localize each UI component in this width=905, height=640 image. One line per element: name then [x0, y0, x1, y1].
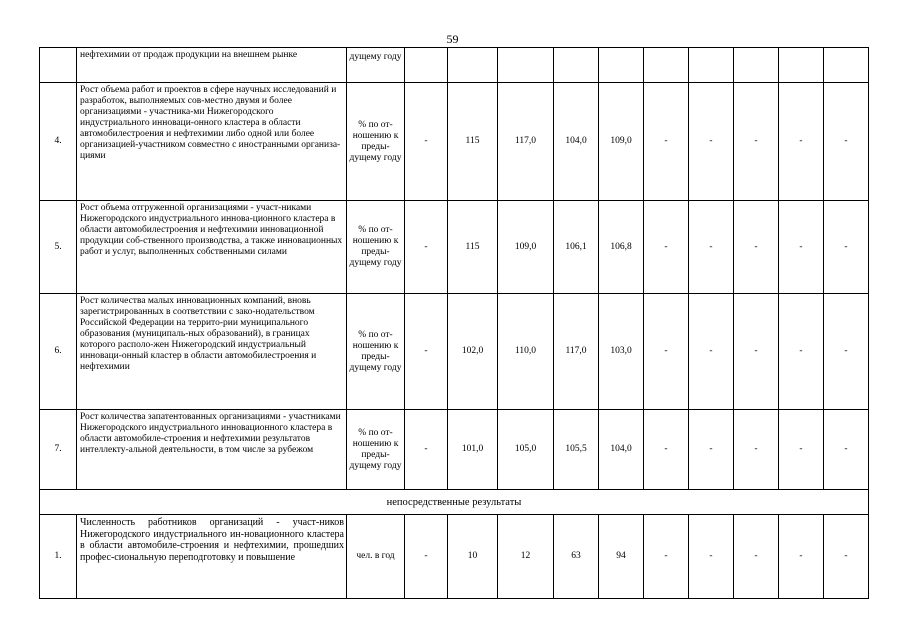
- value-cell: -: [779, 83, 824, 201]
- table-row: [40, 294, 869, 410]
- page-number: 59: [446, 32, 459, 46]
- value-cell: -: [644, 83, 689, 201]
- indicators-table: [39, 47, 869, 599]
- table-row: [40, 515, 869, 599]
- table-row: [40, 83, 869, 201]
- row-number: 1.: [40, 515, 77, 599]
- value-cell: -: [644, 201, 689, 294]
- value-cell: 109,0: [599, 83, 644, 201]
- value-cell: -: [824, 294, 869, 410]
- value-cell: [734, 48, 779, 83]
- indicator-description: Рост количества запатентованных организациями - участниками Нижегородского индустриального инновационного кластера в области автомобиле-строения и нефтехимии результатов интеллекту-альной деятельности, в том числе за рубежом: [77, 410, 347, 490]
- value-cell: 106,1: [554, 201, 599, 294]
- section-header-row: [40, 490, 869, 515]
- value-cell: [599, 48, 644, 83]
- value-cell: -: [689, 83, 734, 201]
- row-number: 6.: [40, 294, 77, 410]
- row-number: 7.: [40, 410, 77, 490]
- value-cell: -: [689, 515, 734, 599]
- value-cell: -: [734, 515, 779, 599]
- value-cell: 63: [554, 515, 599, 599]
- value-cell: [644, 48, 689, 83]
- unit-of-measure: % по от-ношению к преды-дущему году: [347, 410, 405, 490]
- value-cell: -: [824, 201, 869, 294]
- value-cell: [779, 48, 824, 83]
- value-cell: [824, 48, 869, 83]
- value-cell: [498, 48, 554, 83]
- value-cell: 115: [448, 83, 498, 201]
- unit-of-measure: чел. в год: [347, 515, 405, 599]
- indicator-description: Рост объема работ и проектов в сфере научных исследований и разработок, выполняемых сов-местно двумя и более организациями - участника-ми Нижегородского индустриального инноваци-онного кластера в области автомобилестроения и нефтехимии либо одной или более организацией-участником совместно с иностранными организа-циями: [77, 83, 347, 201]
- value-cell: -: [779, 294, 824, 410]
- unit-of-measure: дущему году: [347, 48, 405, 83]
- value-cell: 101,0: [448, 410, 498, 490]
- value-cell: 110,0: [498, 294, 554, 410]
- value-cell: -: [405, 201, 448, 294]
- unit-of-measure: % по от-ношению к преды-дущему году: [347, 294, 405, 410]
- value-cell: -: [405, 410, 448, 490]
- value-cell: 103,0: [599, 294, 644, 410]
- value-cell: 117,0: [498, 83, 554, 201]
- value-cell: -: [405, 515, 448, 599]
- value-cell: 106,8: [599, 201, 644, 294]
- indicator-description: Рост объема отгруженной организациями - участ-никами Нижегородского индустриального иннова-ционного кластера в области автомобилестроения и нефтехимии инновационной продукции соб-ственного производства, а также инновационных работ и услуг, выполненных собственными силами: [77, 201, 347, 294]
- section-title: непосредственные результаты: [40, 490, 869, 515]
- value-cell: 115: [448, 201, 498, 294]
- row-number: 5.: [40, 201, 77, 294]
- value-cell: -: [689, 410, 734, 490]
- value-cell: -: [824, 410, 869, 490]
- indicator-description: Рост количества малых инновационных компаний, вновь зарегистрированных в соответствии с зако-нодательством Российской Федерации на террито-рии муниципального образования (муниципаль-ных образований), в границах которого располо-жен Нижегородский индустриальный инноваци-онный кластер в области автомобилестроения и нефтехимии: [77, 294, 347, 410]
- value-cell: [554, 48, 599, 83]
- table-body: [40, 48, 869, 599]
- value-cell: -: [689, 201, 734, 294]
- value-cell: -: [734, 294, 779, 410]
- value-cell: -: [779, 201, 824, 294]
- value-cell: -: [824, 515, 869, 599]
- unit-of-measure: % по от-ношению к преды-дущему году: [347, 201, 405, 294]
- value-cell: -: [689, 294, 734, 410]
- value-cell: -: [824, 83, 869, 201]
- row-number: [40, 48, 77, 83]
- value-cell: [405, 48, 448, 83]
- unit-of-measure: % по от-ношению к преды-дущему году: [347, 83, 405, 201]
- value-cell: -: [734, 83, 779, 201]
- value-cell: 102,0: [448, 294, 498, 410]
- value-cell: 105,5: [554, 410, 599, 490]
- value-cell: 117,0: [554, 294, 599, 410]
- value-cell: -: [644, 294, 689, 410]
- value-cell: -: [779, 515, 824, 599]
- value-cell: -: [644, 410, 689, 490]
- value-cell: -: [734, 201, 779, 294]
- value-cell: 105,0: [498, 410, 554, 490]
- value-cell: -: [779, 410, 824, 490]
- value-cell: 104,0: [599, 410, 644, 490]
- table-row: [40, 48, 869, 83]
- value-cell: 12: [498, 515, 554, 599]
- value-cell: [689, 48, 734, 83]
- value-cell: -: [734, 410, 779, 490]
- value-cell: -: [405, 83, 448, 201]
- value-cell: 104,0: [554, 83, 599, 201]
- value-cell: 10: [448, 515, 498, 599]
- indicator-description: Численность работников организаций - участ-ников Нижегородского индустриального ин-новационного кластера в области автомобиле-строения и нефтехимии, прошедших профес-сиональную переподготовку и повышение: [77, 515, 347, 599]
- row-number: 4.: [40, 83, 77, 201]
- table-row: [40, 410, 869, 490]
- value-cell: -: [405, 294, 448, 410]
- value-cell: -: [644, 515, 689, 599]
- value-cell: [448, 48, 498, 83]
- indicator-description: нефтехимии от продаж продукции на внешнем рынке: [77, 48, 347, 83]
- value-cell: 94: [599, 515, 644, 599]
- table-row: [40, 201, 869, 294]
- value-cell: 109,0: [498, 201, 554, 294]
